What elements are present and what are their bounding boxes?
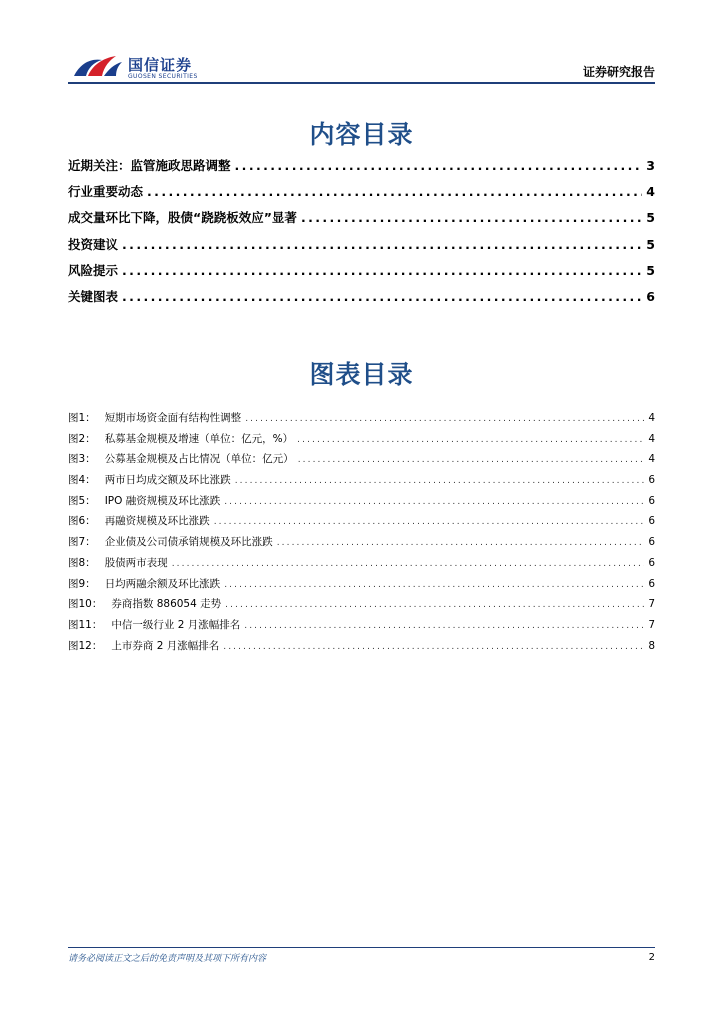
- figure-page: 6: [648, 494, 655, 507]
- figure-caption: 私募基金规模及增速（单位：亿元，%）: [104, 432, 294, 445]
- dot-leader: [147, 184, 642, 199]
- guosen-logo-mark-icon: [72, 52, 124, 80]
- logo-chinese-name: 国信证券: [128, 56, 193, 74]
- report-type-label: 证券研究报告: [582, 65, 655, 79]
- contents-entry-label: 风险提示: [68, 262, 119, 278]
- figure-caption: 短期市场资金面有结构性调整: [104, 412, 242, 424]
- dot-leader: [223, 640, 644, 652]
- figure-caption: 两市日均成交额及环比涨跌: [104, 474, 231, 487]
- dot-leader: [122, 263, 642, 278]
- figure-caption: 券商指数 886054 走势: [111, 598, 222, 611]
- figure-entry[interactable]: [68, 513, 655, 534]
- contents-entry-label: 关键图表: [68, 288, 119, 304]
- contents-entry-page: 5: [646, 236, 655, 252]
- dot-leader: [298, 453, 645, 465]
- figure-number: 图1：: [68, 412, 96, 424]
- figure-page: 4: [648, 453, 655, 466]
- figure-number: 图7：: [68, 536, 96, 549]
- contents-list: [68, 156, 655, 313]
- dot-leader: [301, 210, 642, 225]
- contents-entry[interactable]: [68, 287, 655, 313]
- figure-entry[interactable]: [68, 576, 655, 597]
- dot-leader: [235, 158, 643, 173]
- figure-number: 图4：: [68, 474, 96, 487]
- figure-page: 8: [648, 639, 655, 652]
- figure-page: 4: [648, 412, 655, 424]
- figure-page: 6: [648, 536, 655, 549]
- contents-entry-page: 5: [646, 262, 655, 278]
- figure-number: 图5：: [68, 494, 96, 507]
- page-number: 2: [648, 952, 655, 963]
- figure-entry[interactable]: [68, 638, 655, 659]
- figure-number: 图8：: [68, 556, 96, 569]
- figure-number: 图6：: [68, 515, 96, 528]
- dot-leader: [224, 495, 644, 507]
- figure-page: 7: [648, 618, 655, 631]
- figure-page: 6: [648, 515, 655, 528]
- contents-entry[interactable]: [68, 235, 655, 261]
- contents-title: 内容目录: [309, 120, 414, 149]
- contents-entry[interactable]: [68, 261, 655, 287]
- page-header: [68, 48, 655, 84]
- footer-divider: [68, 947, 655, 948]
- figure-number: 图12：: [68, 639, 103, 652]
- figure-caption: 中信一级行业 2 月涨幅排名: [111, 618, 241, 631]
- dot-leader: [122, 237, 642, 252]
- figure-entry[interactable]: [68, 596, 655, 617]
- figure-caption: IPO 融资规模及环比涨跌: [104, 494, 221, 507]
- figure-entry[interactable]: [68, 410, 655, 431]
- contents-entry-label: 投资建议: [68, 236, 119, 252]
- figure-number: 图2：: [68, 432, 96, 445]
- dot-leader: [225, 598, 644, 610]
- figure-entry[interactable]: [68, 472, 655, 493]
- logo-english-name: GUOSEN SECURITIES: [128, 73, 198, 80]
- figure-entry[interactable]: [68, 431, 655, 452]
- figure-number: 图11：: [68, 618, 103, 631]
- figure-page: 6: [648, 474, 655, 487]
- figures-title: 图表目录: [309, 360, 414, 389]
- figure-caption: 股债两市表现: [104, 556, 168, 569]
- dot-leader: [297, 433, 644, 445]
- figure-entry[interactable]: [68, 534, 655, 555]
- figure-entry[interactable]: [68, 451, 655, 472]
- figure-number: 图9：: [68, 577, 96, 590]
- guosen-logo: [72, 52, 222, 84]
- figure-caption: 公募基金规模及占比情况（单位：亿元）: [104, 453, 294, 466]
- dot-leader: [245, 412, 644, 424]
- dot-leader: [214, 515, 645, 527]
- contents-entry[interactable]: [68, 208, 655, 234]
- contents-entry-page: 5: [646, 210, 655, 226]
- figure-caption: 企业债及公司债承销规模及环比涨跌: [104, 536, 273, 549]
- contents-entry-page: 3: [646, 158, 655, 173]
- dot-leader: [224, 578, 644, 590]
- figure-entry[interactable]: [68, 493, 655, 514]
- figure-entry[interactable]: [68, 555, 655, 576]
- figure-caption: 上市券商 2 月涨幅排名: [111, 639, 220, 652]
- contents-entry-label: 成交量环比下降，股债“跷跷板效应”显著: [68, 210, 297, 226]
- dot-leader: [277, 536, 645, 548]
- dot-leader: [235, 474, 645, 486]
- figure-page: 6: [648, 556, 655, 569]
- dot-leader: [122, 289, 642, 304]
- figure-entry[interactable]: [68, 617, 655, 638]
- figure-page: 7: [648, 598, 655, 611]
- figure-number: 图10：: [68, 598, 103, 611]
- contents-entry-label: 近期关注：监管施政思路调整: [68, 158, 231, 173]
- figures-list: [68, 410, 655, 658]
- figure-caption: 再融资规模及环比涨跌: [104, 515, 210, 528]
- contents-entry-page: 6: [646, 288, 655, 304]
- figure-number: 图3：: [68, 453, 96, 466]
- disclaimer-note: 请务必阅读正文之后的免责声明及其项下所有内容: [68, 954, 267, 964]
- dot-leader: [172, 557, 645, 569]
- contents-entry[interactable]: [68, 182, 655, 208]
- figure-caption: 日均两融余额及环比涨跌: [104, 577, 221, 590]
- header-divider: [68, 82, 655, 84]
- dot-leader: [244, 619, 644, 631]
- contents-entry[interactable]: [68, 156, 655, 182]
- figure-page: 4: [648, 432, 655, 445]
- figure-page: 6: [648, 577, 655, 590]
- contents-entry-page: 4: [646, 184, 655, 200]
- contents-entry-label: 行业重要动态: [68, 184, 144, 200]
